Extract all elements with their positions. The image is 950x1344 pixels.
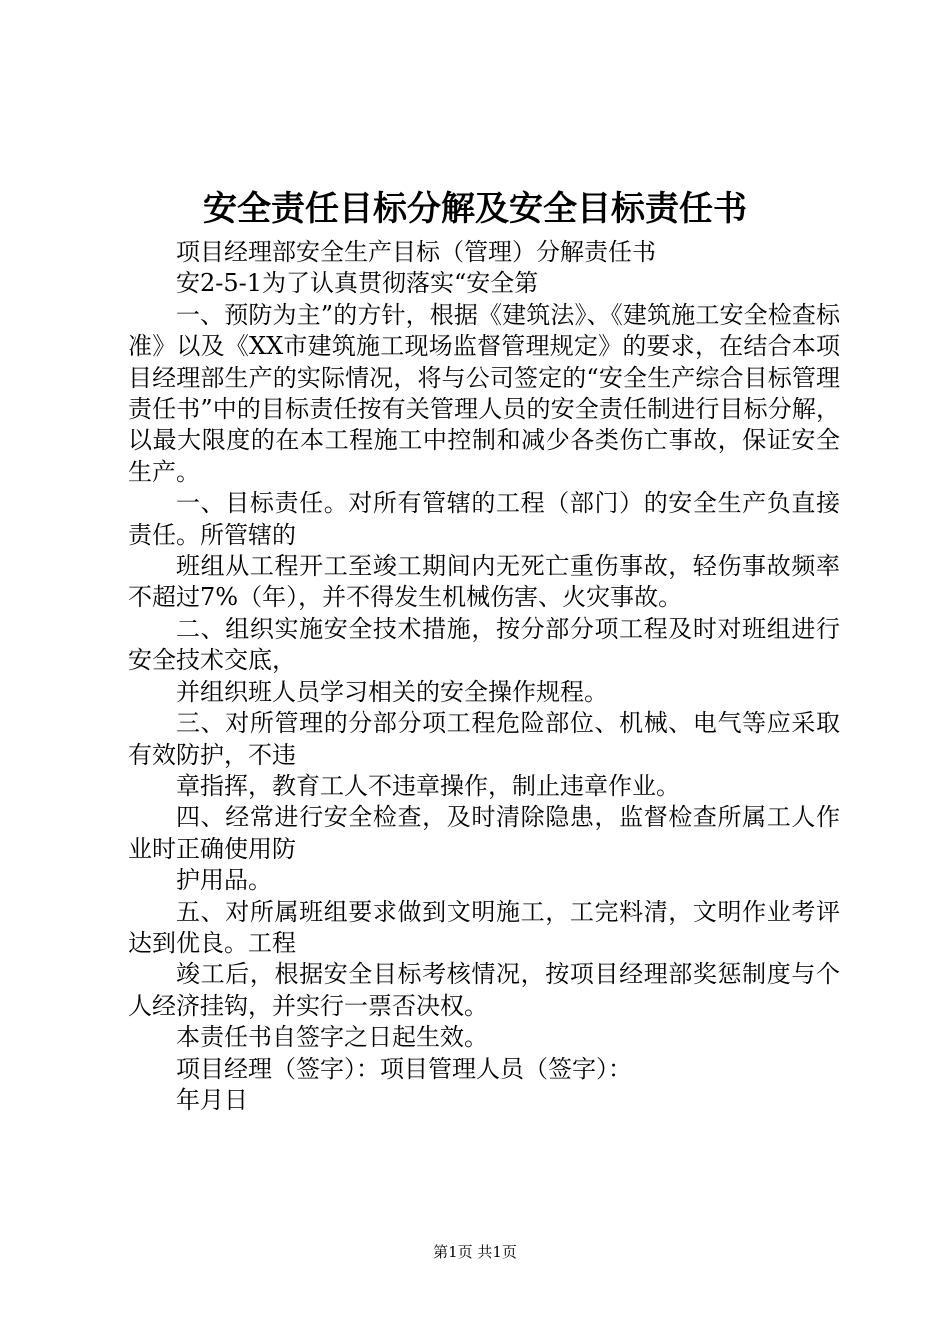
paragraph-intro: 安2-5-1为了认真贯彻落实“安全第 <box>176 269 539 298</box>
paragraph-item-3-cont: 章指挥，教育工人不违章操作，制止违章作业。 <box>176 771 680 800</box>
paragraph-signatures: 项目经理（签字）：项目管理人员（签字）： <box>176 1054 632 1083</box>
paragraph-effective: 本责任书自签字之日起生效。 <box>176 1023 488 1052</box>
paragraph-item-2: 二、组织实施安全技术措施，按分部分项工程及时对班组进行安全技术交底， <box>128 614 840 675</box>
paragraph-item-3: 三、对所管理的分部分项工程危险部位、机械、电气等应采取有效防护，不违 <box>128 709 840 769</box>
paragraph-item-5-cont: 竣工后，根据安全目标考核情况，按项目经理部奖惩制度与个人经济挂钩，并实行一票否决权。 <box>128 960 840 1020</box>
paragraph-date: 年月日 <box>176 1085 248 1114</box>
paragraph-item-4: 四、经常进行安全检查，及时清除隐患，监督检查所属工人作业时正确使用防 <box>128 803 840 863</box>
paragraph-item-2-cont: 并组织班人员学习相关的安全操作规程。 <box>176 677 608 706</box>
document-title: 安全责任目标分解及安全目标责任书 <box>203 189 747 229</box>
paragraph-item-1: 一、目标责任。对所有管辖的工程（部门）的安全生产负直接责任。所管辖的 <box>128 489 840 549</box>
paragraph-item-4-cont: 护用品。 <box>176 866 272 895</box>
paragraph-policy: 一、预防为主”的方针，根据《建筑法》、《建筑施工安全检查标准》以及《XX市建筑施工现场监督管理规定》的要求，在结合本项目经理部生产的实际情况，将与公司签定的“安全生产综合目标管理责任书”中的目标责任按有关管理人员的安全责任制进行目标分解，以最大限度的在本工程施工中控制和减少各类伤亡事故，保证安全生产。 <box>128 300 840 486</box>
document-body <box>128 237 840 1116</box>
paragraph-item-1-cont: 班组从工程开工至竣工期间内无死亡重伤事故，轻伤事故频率不超过7%（年），并不得发生机械伤害、火灾事故。 <box>128 552 840 612</box>
page-footer: 第1页 共1页 <box>433 1243 517 1261</box>
paragraph-subtitle: 项目经理部安全生产目标（管理）分解责任书 <box>176 238 656 266</box>
paragraph-item-5: 五、对所属班组要求做到文明施工，工完料清，文明作业考评达到优良。工程 <box>128 897 840 957</box>
